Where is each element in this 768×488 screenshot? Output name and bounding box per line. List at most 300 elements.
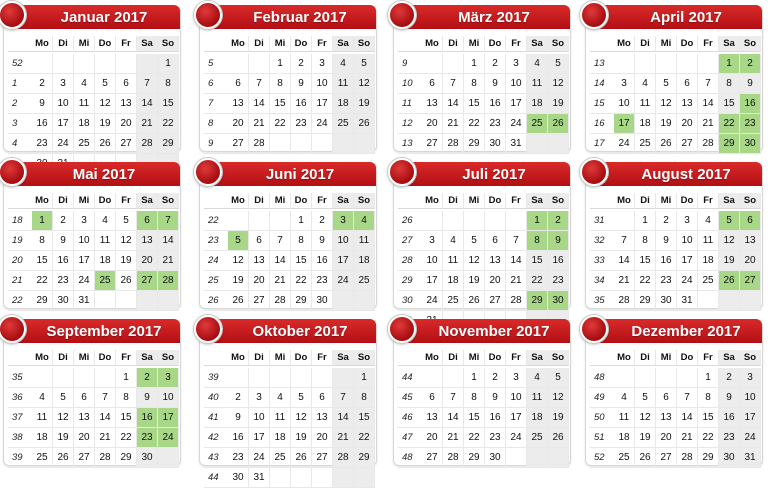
binder-ring-icon xyxy=(194,158,222,186)
weekday-header: Sa xyxy=(527,350,548,366)
day-cell: 2 xyxy=(548,211,569,231)
day-cell: 25 xyxy=(635,134,656,154)
weekday-header: So xyxy=(548,193,569,209)
empty-cell xyxy=(354,291,375,311)
weekday-header: Sa xyxy=(719,350,740,366)
day-cell: 23 xyxy=(32,134,53,154)
day-cell: 5 xyxy=(719,211,740,231)
month-grid xyxy=(204,34,375,154)
weekday-header: Mi xyxy=(656,350,677,366)
weekday-header: Sa xyxy=(333,350,354,366)
empty-cell xyxy=(228,211,249,231)
month-grid xyxy=(8,348,179,468)
day-cell: 23 xyxy=(548,271,569,291)
day-cell: 12 xyxy=(53,408,74,428)
weekday-header: Di xyxy=(443,350,464,366)
day-cell: 4 xyxy=(354,211,375,231)
day-cell: 8 xyxy=(698,388,719,408)
day-cell: 9 xyxy=(485,74,506,94)
empty-cell xyxy=(270,211,291,231)
day-cell: 8 xyxy=(635,231,656,251)
day-cell: 20 xyxy=(137,251,158,271)
weekday-header: Di xyxy=(249,193,270,209)
empty-cell xyxy=(249,211,270,231)
day-cell: 5 xyxy=(53,388,74,408)
empty-cell xyxy=(137,54,158,74)
day-cell: 1 xyxy=(354,368,375,388)
day-cell: 1 xyxy=(635,211,656,231)
month-title: November 2017 xyxy=(404,319,570,343)
day-cell: 10 xyxy=(312,74,333,94)
day-cell: 22 xyxy=(116,428,137,448)
day-cell: 24 xyxy=(740,428,761,448)
month-card xyxy=(585,320,763,466)
weekday-header: Mi xyxy=(464,193,485,209)
week-number: 36 xyxy=(8,388,32,408)
weekday-header: So xyxy=(158,36,179,52)
day-cell: 29 xyxy=(527,291,548,311)
day-cell: 19 xyxy=(635,428,656,448)
month-card xyxy=(393,163,571,309)
month-card xyxy=(585,6,763,152)
week-number-header xyxy=(204,36,228,52)
week-number: 17 xyxy=(590,134,614,154)
day-cell: 23 xyxy=(485,428,506,448)
week-number-header xyxy=(8,193,32,209)
day-cell: 25 xyxy=(32,448,53,468)
week-number: 39 xyxy=(8,448,32,468)
day-cell: 6 xyxy=(677,74,698,94)
day-cell: 15 xyxy=(698,408,719,428)
binder-ring-icon xyxy=(388,1,416,29)
weekday-header: Di xyxy=(249,350,270,366)
empty-cell xyxy=(291,368,312,388)
empty-cell xyxy=(270,468,291,488)
day-cell: 18 xyxy=(354,251,375,271)
day-cell: 6 xyxy=(249,231,270,251)
day-cell: 28 xyxy=(443,448,464,468)
week-number: 26 xyxy=(204,291,228,311)
weekday-header: So xyxy=(354,350,375,366)
empty-cell xyxy=(333,291,354,311)
day-cell: 3 xyxy=(158,368,179,388)
day-cell: 9 xyxy=(312,231,333,251)
day-cell: 18 xyxy=(527,408,548,428)
day-cell: 15 xyxy=(719,94,740,114)
day-cell: 25 xyxy=(527,114,548,134)
day-cell: 20 xyxy=(677,114,698,134)
weekday-header: Fr xyxy=(312,36,333,52)
weekday-header: Fr xyxy=(506,36,527,52)
day-cell: 21 xyxy=(506,271,527,291)
day-cell: 19 xyxy=(291,428,312,448)
day-cell: 6 xyxy=(422,74,443,94)
weekday-header: Mo xyxy=(614,350,635,366)
week-number: 41 xyxy=(204,408,228,428)
day-cell: 18 xyxy=(635,114,656,134)
day-cell: 3 xyxy=(740,368,761,388)
day-cell: 14 xyxy=(443,94,464,114)
weekday-header: Sa xyxy=(719,193,740,209)
day-cell: 5 xyxy=(291,388,312,408)
day-cell: 15 xyxy=(116,408,137,428)
day-cell: 13 xyxy=(677,94,698,114)
day-cell: 14 xyxy=(443,408,464,428)
empty-cell xyxy=(527,448,548,468)
day-cell: 13 xyxy=(422,94,443,114)
day-cell: 1 xyxy=(116,368,137,388)
day-cell: 13 xyxy=(656,408,677,428)
day-cell: 3 xyxy=(506,368,527,388)
day-cell: 27 xyxy=(656,448,677,468)
day-cell: 11 xyxy=(333,74,354,94)
day-cell: 8 xyxy=(354,388,375,408)
day-cell: 22 xyxy=(32,271,53,291)
week-number: 51 xyxy=(590,428,614,448)
day-cell: 14 xyxy=(249,94,270,114)
day-cell: 19 xyxy=(548,94,569,114)
day-cell: 6 xyxy=(740,211,761,231)
day-cell: 27 xyxy=(740,271,761,291)
week-number: 9 xyxy=(398,54,422,74)
day-cell: 17 xyxy=(158,408,179,428)
day-cell: 28 xyxy=(137,134,158,154)
day-cell: 4 xyxy=(698,211,719,231)
weekday-header: Do xyxy=(95,36,116,52)
day-cell: 17 xyxy=(422,271,443,291)
day-cell: 18 xyxy=(95,251,116,271)
weekday-header: So xyxy=(158,193,179,209)
empty-cell xyxy=(32,54,53,74)
day-cell: 5 xyxy=(548,54,569,74)
day-cell: 29 xyxy=(719,134,740,154)
empty-cell xyxy=(677,54,698,74)
day-cell: 27 xyxy=(485,291,506,311)
day-cell: 6 xyxy=(422,388,443,408)
week-number: 35 xyxy=(8,368,32,388)
day-cell: 25 xyxy=(95,271,116,291)
day-cell: 30 xyxy=(53,291,74,311)
empty-cell xyxy=(333,134,354,154)
day-cell: 26 xyxy=(354,114,375,134)
week-number-header xyxy=(8,350,32,366)
weekday-header: Di xyxy=(53,350,74,366)
weekday-header: Mo xyxy=(422,350,443,366)
day-cell: 3 xyxy=(506,54,527,74)
day-cell: 16 xyxy=(719,408,740,428)
day-cell: 12 xyxy=(548,388,569,408)
day-cell: 26 xyxy=(53,448,74,468)
day-cell: 4 xyxy=(527,368,548,388)
day-cell: 8 xyxy=(719,74,740,94)
day-cell: 19 xyxy=(656,114,677,134)
day-cell: 19 xyxy=(95,114,116,134)
day-cell: 16 xyxy=(656,251,677,271)
day-cell: 12 xyxy=(95,94,116,114)
day-cell: 25 xyxy=(527,428,548,448)
weekday-header: Sa xyxy=(137,193,158,209)
empty-cell xyxy=(116,54,137,74)
day-cell: 28 xyxy=(249,134,270,154)
day-cell: 27 xyxy=(228,134,249,154)
day-cell: 27 xyxy=(249,291,270,311)
weekday-header: Mo xyxy=(614,36,635,52)
day-cell: 5 xyxy=(635,388,656,408)
empty-cell xyxy=(443,211,464,231)
empty-cell xyxy=(635,368,656,388)
day-cell: 24 xyxy=(53,134,74,154)
day-cell: 24 xyxy=(677,271,698,291)
weekday-header: Fr xyxy=(698,193,719,209)
day-cell: 12 xyxy=(228,251,249,271)
weekday-header: Mo xyxy=(32,350,53,366)
day-cell: 6 xyxy=(116,74,137,94)
empty-cell xyxy=(74,54,95,74)
day-cell: 31 xyxy=(677,291,698,311)
day-cell: 1 xyxy=(158,54,179,74)
day-cell: 22 xyxy=(698,428,719,448)
week-number-header xyxy=(204,193,228,209)
day-cell: 18 xyxy=(698,251,719,271)
empty-cell xyxy=(719,291,740,311)
day-cell: 18 xyxy=(74,114,95,134)
day-cell: 2 xyxy=(32,74,53,94)
month-card xyxy=(3,320,181,466)
day-cell: 27 xyxy=(312,448,333,468)
day-cell: 11 xyxy=(527,74,548,94)
binder-ring-icon xyxy=(388,158,416,186)
week-number: 21 xyxy=(8,271,32,291)
week-number: 9 xyxy=(204,134,228,154)
empty-cell xyxy=(32,368,53,388)
day-cell: 8 xyxy=(158,74,179,94)
week-number: 42 xyxy=(204,428,228,448)
day-cell: 21 xyxy=(443,114,464,134)
weekday-header: Do xyxy=(291,350,312,366)
week-number: 7 xyxy=(204,94,228,114)
day-cell: 5 xyxy=(116,211,137,231)
day-cell: 5 xyxy=(464,231,485,251)
day-cell: 4 xyxy=(74,74,95,94)
day-cell: 26 xyxy=(291,448,312,468)
day-cell: 10 xyxy=(614,94,635,114)
week-number: 15 xyxy=(590,94,614,114)
weekday-header: Fr xyxy=(312,350,333,366)
week-number: 3 xyxy=(8,114,32,134)
day-cell: 2 xyxy=(656,211,677,231)
day-cell: 7 xyxy=(270,231,291,251)
month-grid xyxy=(204,348,375,488)
day-cell: 9 xyxy=(656,231,677,251)
day-cell: 29 xyxy=(291,291,312,311)
day-cell: 8 xyxy=(291,231,312,251)
weekday-header: Do xyxy=(485,193,506,209)
day-cell: 10 xyxy=(740,388,761,408)
week-number-header xyxy=(590,350,614,366)
day-cell: 21 xyxy=(158,251,179,271)
day-cell: 4 xyxy=(32,388,53,408)
day-cell: 17 xyxy=(506,408,527,428)
day-cell: 13 xyxy=(74,408,95,428)
day-cell: 1 xyxy=(464,54,485,74)
month-card xyxy=(585,163,763,309)
day-cell: 11 xyxy=(527,388,548,408)
week-number: 34 xyxy=(590,271,614,291)
day-cell: 14 xyxy=(95,408,116,428)
day-cell: 9 xyxy=(32,94,53,114)
day-cell: 21 xyxy=(677,428,698,448)
weekday-header: Mi xyxy=(74,36,95,52)
week-number-header xyxy=(398,350,422,366)
week-number: 1 xyxy=(8,74,32,94)
day-cell: 3 xyxy=(53,74,74,94)
day-cell: 11 xyxy=(635,94,656,114)
day-cell: 16 xyxy=(137,408,158,428)
empty-cell xyxy=(228,54,249,74)
empty-cell xyxy=(333,468,354,488)
day-cell: 20 xyxy=(312,428,333,448)
weekday-header: So xyxy=(548,350,569,366)
week-number: 2 xyxy=(8,94,32,114)
weekday-header: Fr xyxy=(698,350,719,366)
day-cell: 28 xyxy=(506,291,527,311)
weekday-header: Mi xyxy=(270,193,291,209)
day-cell: 1 xyxy=(698,368,719,388)
day-cell: 29 xyxy=(635,291,656,311)
month-title: Oktober 2017 xyxy=(210,319,376,343)
day-cell: 2 xyxy=(719,368,740,388)
day-cell: 31 xyxy=(249,468,270,488)
day-cell: 17 xyxy=(614,114,635,134)
day-cell: 19 xyxy=(228,271,249,291)
week-number: 22 xyxy=(204,211,228,231)
day-cell: 22 xyxy=(464,114,485,134)
day-cell: 4 xyxy=(95,211,116,231)
day-cell: 6 xyxy=(656,388,677,408)
empty-cell xyxy=(291,468,312,488)
day-cell: 11 xyxy=(443,251,464,271)
weekday-header: Di xyxy=(249,36,270,52)
day-cell: 31 xyxy=(506,134,527,154)
day-cell: 26 xyxy=(719,271,740,291)
day-cell: 1 xyxy=(719,54,740,74)
day-cell: 18 xyxy=(443,271,464,291)
day-cell: 17 xyxy=(53,114,74,134)
day-cell: 26 xyxy=(548,428,569,448)
week-number: 40 xyxy=(204,388,228,408)
day-cell: 3 xyxy=(249,388,270,408)
week-number: 43 xyxy=(204,448,228,468)
empty-cell xyxy=(95,368,116,388)
day-cell: 31 xyxy=(740,448,761,468)
day-cell: 10 xyxy=(158,388,179,408)
day-cell: 17 xyxy=(506,94,527,114)
week-number: 26 xyxy=(398,211,422,231)
day-cell: 19 xyxy=(719,251,740,271)
week-number-header xyxy=(8,36,32,52)
day-cell: 22 xyxy=(527,271,548,291)
week-number: 14 xyxy=(590,74,614,94)
weekday-header: Do xyxy=(291,193,312,209)
weekday-header: Do xyxy=(291,36,312,52)
day-cell: 9 xyxy=(53,231,74,251)
week-number: 30 xyxy=(398,291,422,311)
day-cell: 11 xyxy=(270,408,291,428)
day-cell: 20 xyxy=(485,271,506,291)
empty-cell xyxy=(422,211,443,231)
empty-cell xyxy=(354,134,375,154)
empty-cell xyxy=(116,291,137,311)
weekday-header: Sa xyxy=(333,193,354,209)
empty-cell xyxy=(506,448,527,468)
day-cell: 16 xyxy=(485,94,506,114)
week-number: 12 xyxy=(398,114,422,134)
weekday-header: So xyxy=(158,350,179,366)
day-cell: 28 xyxy=(270,291,291,311)
day-cell: 1 xyxy=(270,54,291,74)
weekday-header: Do xyxy=(95,193,116,209)
weekday-header: Mo xyxy=(32,36,53,52)
week-number: 31 xyxy=(590,211,614,231)
empty-cell xyxy=(485,211,506,231)
month-grid xyxy=(590,191,761,311)
day-cell: 23 xyxy=(740,114,761,134)
weekday-header: Mo xyxy=(32,193,53,209)
day-cell: 27 xyxy=(137,271,158,291)
day-cell: 7 xyxy=(614,231,635,251)
day-cell: 20 xyxy=(74,428,95,448)
day-cell: 16 xyxy=(548,251,569,271)
day-cell: 24 xyxy=(614,134,635,154)
week-number: 13 xyxy=(398,134,422,154)
day-cell: 25 xyxy=(443,291,464,311)
month-card xyxy=(393,6,571,152)
empty-cell xyxy=(527,134,548,154)
day-cell: 11 xyxy=(698,231,719,251)
weekday-header: Mi xyxy=(74,350,95,366)
day-cell: 22 xyxy=(158,114,179,134)
day-cell: 24 xyxy=(422,291,443,311)
day-cell: 2 xyxy=(485,368,506,388)
week-number: 16 xyxy=(590,114,614,134)
week-number: 13 xyxy=(590,54,614,74)
day-cell: 11 xyxy=(74,94,95,114)
day-cell: 16 xyxy=(485,408,506,428)
binder-ring-icon xyxy=(388,315,416,343)
day-cell: 7 xyxy=(249,74,270,94)
day-cell: 26 xyxy=(548,114,569,134)
week-number: 23 xyxy=(204,231,228,251)
empty-cell xyxy=(677,368,698,388)
day-cell: 25 xyxy=(74,134,95,154)
empty-cell xyxy=(698,54,719,74)
week-number: 19 xyxy=(8,231,32,251)
month-title: Februar 2017 xyxy=(210,5,376,29)
day-cell: 21 xyxy=(698,114,719,134)
weekday-header: Mi xyxy=(656,36,677,52)
day-cell: 12 xyxy=(719,231,740,251)
day-cell: 30 xyxy=(656,291,677,311)
month-grid xyxy=(8,191,179,311)
day-cell: 28 xyxy=(443,134,464,154)
day-cell: 5 xyxy=(548,368,569,388)
month-title: Juni 2017 xyxy=(210,162,376,186)
day-cell: 26 xyxy=(464,291,485,311)
empty-cell xyxy=(422,368,443,388)
empty-cell xyxy=(137,291,158,311)
day-cell: 21 xyxy=(270,271,291,291)
day-cell: 13 xyxy=(116,94,137,114)
